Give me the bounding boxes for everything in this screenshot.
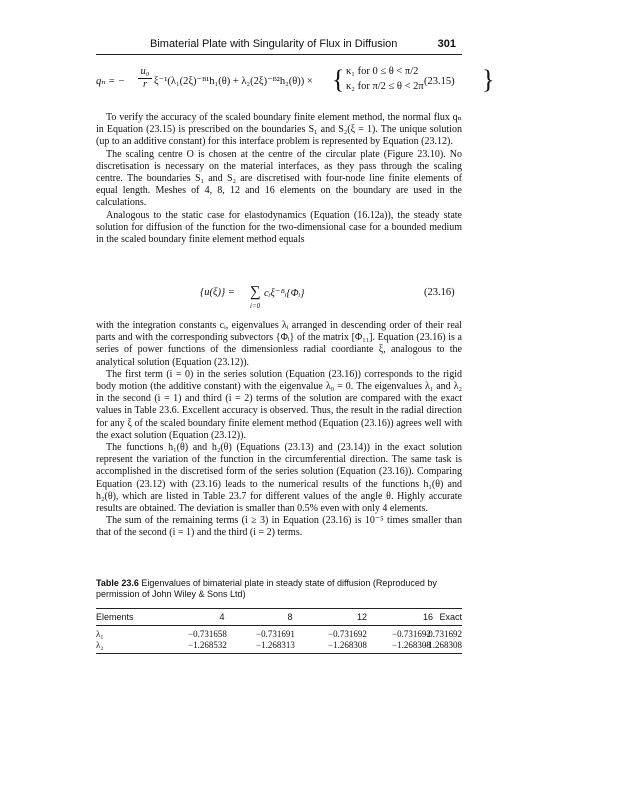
table-header-cell: 8	[287, 612, 293, 622]
table-rule-bottom	[96, 653, 462, 654]
table-cell: −0.731692	[423, 629, 462, 639]
running-header	[96, 38, 462, 55]
table-cell: −1.268313	[256, 640, 295, 650]
paragraph: The sum of the remaining terms (i ≥ 3) in Equation (23.16) is 10⁻⁵ times smaller than that of the second (i = 1) and the third (i = 2) terms.	[96, 515, 462, 539]
body-text-2	[96, 320, 462, 540]
table-row	[96, 629, 462, 640]
paragraph: The scaling centre O is chosen at the centre of the circular plate (Figure 23.10). No discretisation is necessary on the material interfaces, as they pass through the scaling centre. The boundaries S₁ and S₂ are discretised with four-node line finite elements of equal length. Meshes of 4, 8, 12 and 16 elements on the boundary are used in the calculations.	[96, 148, 462, 209]
eq-sum: ∑	[250, 284, 261, 300]
table-cell: −1.268532	[188, 640, 227, 650]
eq-lhs: {u(ξ)} =	[200, 287, 235, 298]
paragraph: The first term (i = 0) in the series solution (Equation (23.16)) corresponds to the rigid body motion (the additive constant) with the eigenvalue λ₀ = 0. The eigenvalues λ₁ and λ₂ in the second (i = 1) and third (i = 2) terms of the solution are compared with the exact values in Table 23.6. Excellent accuracy is observed. Thus, the result in the radial direction for any ξ of the scaled boundary finite element method (Equation (23.16)) agrees well with the exact solution (Equation (23.12)).	[96, 368, 462, 441]
paragraph: To verify the accuracy of the scaled boundary finite element method, the normal flux qₙ in Equation (23.15) is prescribed on the boundaries S₁ and S₂(ξ = 1). The unique solution (up to an additive constant) for this interface problem is represented by Equation (23.12).	[96, 112, 462, 148]
row-label: λ₂	[96, 640, 104, 650]
running-title: Bimaterial Plate with Singularity of Flux in Diffusion	[150, 38, 398, 50]
row-label: λ₁	[96, 629, 104, 639]
table-caption	[96, 578, 462, 600]
equation-number-23-15: (23.15)	[424, 76, 455, 87]
table-caption-text: Eigenvalues of bimaterial plate in steady state of diffusion (Reproduced by permission of John Wiley & Sons Ltd)	[96, 578, 437, 599]
table-header-cell: Elements	[96, 612, 134, 622]
eq-case-1: κ₁ for 0 ≤ θ < π/2	[346, 66, 419, 77]
left-brace: {	[332, 65, 345, 94]
table-header-cell: 12	[356, 612, 367, 622]
eq-fraction-denominator: r	[142, 79, 148, 90]
table-cell: −0.731658	[188, 629, 227, 639]
eq-rhs: cᵢξ⁻ᴮᵢ{Φᵢ}	[264, 288, 305, 299]
table-rule-mid	[96, 625, 462, 626]
table-row	[96, 640, 462, 651]
right-brace: }	[482, 65, 495, 94]
table-caption-label: Table 23.6	[96, 578, 139, 588]
eq-fraction-numerator: u₀	[138, 66, 152, 79]
table-cell: −0.731691	[256, 629, 295, 639]
eq-sum-index: i=0	[250, 302, 261, 310]
eq-lhs: qₙ = −	[96, 76, 125, 87]
table-cell: −0.731692	[328, 629, 367, 639]
paragraph: with the integration constants cᵢ, eigenvalues λᵢ arranged in descending order of their real parts and with the corresponding subvectors {Φᵢ} of the matrix [Φ₁₁]. Equation (23.16) is a series of power functions of the dimensionless radial coordiante ξ, analogous to the analytical solution (Equation (23.12)).	[96, 320, 462, 368]
table-cell: −1.268308	[392, 640, 431, 650]
body-text-1	[96, 112, 462, 246]
equation-number-23-16: (23.16)	[424, 287, 455, 298]
table-header-cell: 16	[422, 612, 433, 622]
table-rule-top	[96, 608, 462, 609]
equation-23-16	[200, 284, 380, 314]
eq-rhs: ξ⁻¹(λ₁(2ξ)⁻ᴮ¹h₁(θ) + λ₂(2ξ)⁻ᴮ²h₂(θ)) ×	[154, 76, 313, 87]
page-number: 301	[437, 38, 456, 50]
paragraph: Analogous to the static case for elastodynamics (Equation (16.12a)), the steady state solution for diffusion of the function for the two-dimensional case for a bounded medium in the scaled boundary finite element method equals	[96, 209, 462, 246]
eq-fraction	[138, 66, 152, 91]
table-cell: −1.268308	[328, 640, 367, 650]
table-cell: −0.731692	[392, 629, 431, 639]
table-header-cell: 4	[219, 612, 225, 622]
paragraph: The functions h₁(θ) and h₂(θ) (Equations (23.13) and (23.14)) in the exact solution represent the variation of the function in the circumferential direction. The same task is accomplished in the discretised form of the series solution (Equation (23.16)). Comparing Equation (23.12) with (23.16) leads to the numerical results of the functions h₁(θ) and h₂(θ), which are listed in Table 23.7 for different values of the angle θ. Highly accurate results are obtained. The deviation is smaller than 0.5% even with only 4 elements.	[96, 442, 462, 515]
table-cell: −1.268308	[423, 640, 462, 650]
eq-case-2: κ₂ for π/2 ≤ θ < 2π	[346, 81, 424, 92]
table-header-cell: Exact	[439, 612, 462, 622]
